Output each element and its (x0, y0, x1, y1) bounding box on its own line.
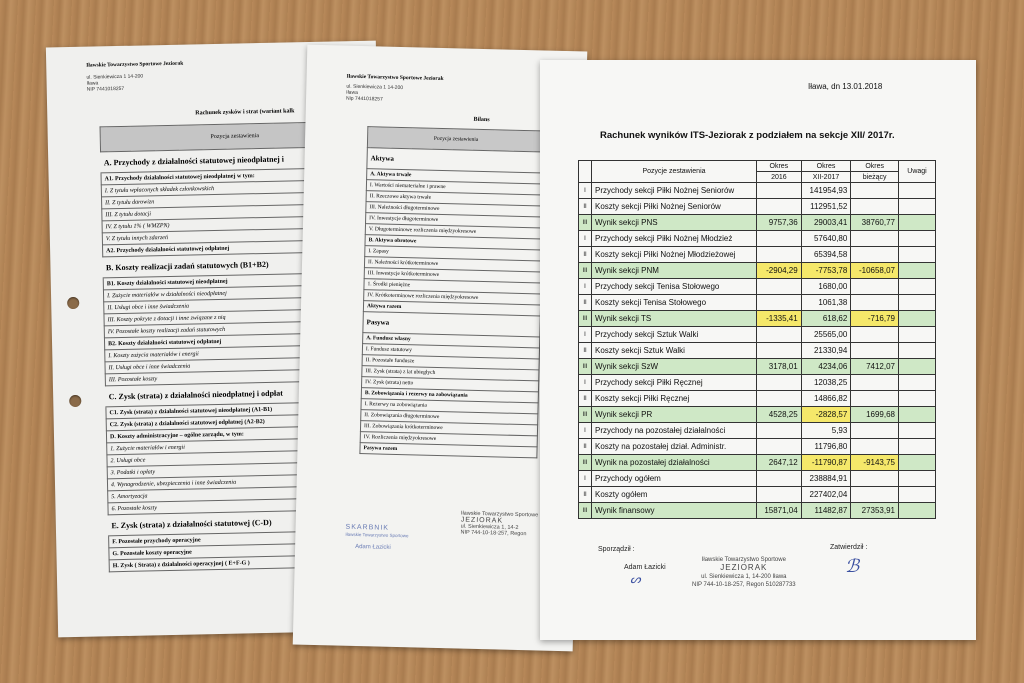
remarks-cell (899, 231, 936, 247)
row-number: I (579, 183, 592, 199)
row-label: IV. Rozliczenia międzyokresowe (360, 432, 537, 447)
value-xii-2017: 14866,82 (801, 391, 851, 407)
row-label: III. Zobowiązania krótkoterminowe (360, 421, 537, 436)
row-label: V. Długoterminowe rozliczenia międzyokresowe (365, 224, 542, 239)
row-label: Pasywa razem (360, 443, 537, 458)
col-header-period: 2016 (757, 172, 802, 183)
org-stamp: Iławskie Towarzystwo Sportowe JEZIORAK ul. Sienkiewicza 1, 14-2 NIP 744-10-18-257, Regon (460, 510, 539, 538)
remarks-cell (899, 407, 936, 423)
remarks-cell (899, 327, 936, 343)
balance-table (359, 126, 545, 458)
value-xii-2017: 21330,94 (801, 343, 851, 359)
row-label: Koszty na pozostałej dział. Administr. (592, 439, 757, 455)
org-address: ul. Sienkiewicza 1 14-200 Iława Nip 7441018257 (345, 83, 404, 103)
row-number: II (579, 343, 592, 359)
row-number: II (579, 487, 592, 503)
row-label: A1. Przychody działalności statutowej nieodpłatnej w tym: (101, 167, 370, 185)
col-header-okres: Okres (801, 161, 851, 172)
table-header: Pozycja zestawienia (367, 127, 544, 152)
row-label: 1. Środki pieniężne (364, 279, 541, 294)
row-label: III. Z tytułu dotacji (102, 203, 371, 221)
value-xii-2017: 238884,91 (801, 471, 851, 487)
table-row (579, 487, 936, 503)
row-number: III (579, 359, 592, 375)
table-row (579, 343, 936, 359)
table-row (579, 215, 936, 231)
row-label: III. Zysk (strata) z lat ubiegłych (362, 366, 539, 381)
table-row (579, 279, 936, 295)
row-label: Wynik sekcji PR (592, 407, 757, 423)
table-row (579, 311, 936, 327)
results-table (578, 160, 936, 519)
row-label: A2. Przychody działalności statutowej odpłatnej (103, 239, 372, 257)
row-label: Przychody ogółem (592, 471, 757, 487)
row-number: III (579, 215, 592, 231)
value-xii-2017: 4234,06 (801, 359, 851, 375)
prepared-name: Adam Łazicki (624, 564, 666, 571)
value-xii-2017: 5,93 (801, 423, 851, 439)
row-label: Przychody sekcji Sztuk Walki (592, 327, 757, 343)
row-label: Wynik sekcji SzW (592, 359, 757, 375)
sheet-title: Rachunek zysków i strat (wariant kalk (195, 108, 295, 117)
col-header-pos: Pozycje zestawienia (592, 161, 757, 183)
row-label: II. Usługi obce i inne świadczenia (104, 296, 373, 314)
remarks-cell (899, 487, 936, 503)
row-label: Wynik sekcji PNS (592, 215, 757, 231)
row-label: 3. Podatki i opłaty (107, 461, 376, 479)
value-current (851, 231, 899, 247)
row-number: III (579, 455, 592, 471)
value-2016 (757, 343, 802, 359)
value-xii-2017: -11790,87 (801, 455, 851, 471)
remarks-cell (899, 503, 936, 519)
value-2016 (757, 279, 802, 295)
row-label: IV. Inwestycje długoterminowe (366, 213, 543, 228)
row-number: III (579, 503, 592, 519)
row-label: H. Zysk ( Strata) z działalności operacyjnej ( E+F-G ) (109, 554, 378, 572)
row-label: IV. Pozostałe koszty realizacji zadań statutowych (104, 320, 373, 338)
table-header: Pozycja zestawienia (100, 121, 369, 152)
row-label: IV. Krótkoterminowe rozliczenia międzyokresowe (364, 290, 541, 305)
value-xii-2017: 141954,93 (801, 183, 851, 199)
row-label: III. Koszty pokryte z dotacji i inne związane z nią (104, 308, 373, 326)
treasurer-stamp-sub: Iławskie Towarzystwo Sportowe (345, 531, 409, 539)
row-label: I. Fundusz statutowy (362, 344, 539, 359)
org-name: Iławskie Towarzystwo Sportowe Jeziorak (86, 60, 184, 69)
row-label: IV. Zysk (strata) netto (362, 377, 539, 392)
remarks-cell (899, 199, 936, 215)
value-xii-2017: -2828,57 (801, 407, 851, 423)
row-label: C1. Zysk (strata) z działalności statutowej nieodpłatnej (A1-B1) (106, 401, 375, 419)
row-label: II. Należności krótkoterminowe (364, 257, 541, 272)
row-label: Przychody sekcji Piłki Ręcznej (592, 375, 757, 391)
value-current: 7412,07 (851, 359, 899, 375)
value-current (851, 487, 899, 503)
value-xii-2017: 1680,00 (801, 279, 851, 295)
document-date: Iława, dn 13.01.2018 (808, 82, 883, 91)
org-address: ul. Sienkiewicza 1 14-200 Iława NIP 7441018257 (86, 73, 144, 93)
remarks-cell (899, 375, 936, 391)
table-row (579, 199, 936, 215)
table-row (579, 247, 936, 263)
value-xii-2017: 29003,41 (801, 215, 851, 231)
row-label: III. Pozostałe koszty (105, 368, 374, 386)
row-label: I. Koszty zużycia materiałów i energii (105, 344, 374, 362)
row-label: II. Usługi obce i inne świadczenia (105, 356, 374, 374)
row-number: I (579, 471, 592, 487)
section-heading: A. Przychody z działalności statutowej nieodpłatnej i (101, 146, 370, 173)
sheet-title: Bilans (473, 116, 490, 124)
remarks-cell (899, 391, 936, 407)
remarks-cell (899, 247, 936, 263)
row-label: 2. Usługi obce (107, 449, 376, 467)
value-current: 27353,91 (851, 503, 899, 519)
table-row (579, 231, 936, 247)
value-xii-2017: 57640,80 (801, 231, 851, 247)
signature-mark: ᔕ (630, 572, 641, 586)
row-number: II (579, 391, 592, 407)
table-row (579, 407, 936, 423)
value-2016 (757, 423, 802, 439)
section-heading: E. Zysk (strata) z działalności statutowej (C-D) (108, 509, 377, 536)
remarks-cell (899, 455, 936, 471)
row-number: I (579, 279, 592, 295)
row-label: D. Koszty administracyjne – ogólne zarządu, w tym: (106, 425, 375, 443)
row-label: 1. Zużycie materiałów i energii (107, 437, 376, 455)
row-label: F. Pozostałe przychody operacyjne (109, 530, 378, 548)
value-2016 (757, 231, 802, 247)
table-row (579, 471, 936, 487)
row-label: 6. Pozostałe koszty (108, 497, 377, 515)
remarks-cell (899, 263, 936, 279)
row-label: II. Rzeczowe aktywa trwałe (366, 191, 543, 206)
col-header-period: XII-2017 (801, 172, 851, 183)
row-label: Koszty sekcji Piłki Ręcznej (592, 391, 757, 407)
row-label: Aktywa razem (363, 301, 540, 316)
row-label: II. Z tytułu darowizn (101, 191, 370, 209)
signature-name: Adam Łazicki (355, 543, 391, 551)
value-current: 38760,77 (851, 215, 899, 231)
signature-mark: ℬ (845, 556, 860, 576)
row-label: Wynik sekcji PNM (592, 263, 757, 279)
value-xii-2017: -7753,78 (801, 263, 851, 279)
row-label: Przychody na pozostałej działalności (592, 423, 757, 439)
col-header-okres: Okres (851, 161, 899, 172)
value-2016 (757, 439, 802, 455)
value-2016 (757, 391, 802, 407)
row-label: Koszty sekcji Piłki Nożnej Młodzieżowej (592, 247, 757, 263)
remarks-cell (899, 343, 936, 359)
row-label: II. Zobowiązania długoterminowe (361, 410, 538, 425)
value-current (851, 343, 899, 359)
value-xii-2017: 11482,87 (801, 503, 851, 519)
row-label: B1. Koszty działalności statutowej nieodpłatnej (103, 272, 372, 290)
value-current (851, 199, 899, 215)
row-number: I (579, 423, 592, 439)
row-label: I. Rezerwy na zobowiązania (361, 399, 538, 414)
value-xii-2017: 12038,25 (801, 375, 851, 391)
value-2016: 15871,04 (757, 503, 802, 519)
row-label: C2. Zysk (strata) z działalności statutowej odpłatnej (A2-B2) (106, 413, 375, 431)
section-heading: Aktywa (367, 148, 544, 173)
table-row (579, 183, 936, 199)
results-by-section-sheet (540, 60, 976, 640)
value-2016 (757, 471, 802, 487)
row-label: A. Aktywa trwałe (367, 169, 544, 184)
row-label: I. Zapasy (365, 246, 542, 261)
remarks-cell (899, 471, 936, 487)
value-current (851, 423, 899, 439)
section-heading: B. Koszty realizacji zadań statutowych (B1+B2) (103, 251, 372, 278)
value-2016 (757, 247, 802, 263)
value-current: 1699,68 (851, 407, 899, 423)
value-current (851, 375, 899, 391)
value-2016: -1335,41 (757, 311, 802, 327)
value-current: -716,79 (851, 311, 899, 327)
row-label: A. Fundusz własny (363, 333, 540, 348)
value-2016: 2647,12 (757, 455, 802, 471)
row-number: I (579, 231, 592, 247)
row-number: II (579, 439, 592, 455)
value-current (851, 279, 899, 295)
value-2016 (757, 295, 802, 311)
value-2016 (757, 327, 802, 343)
remarks-cell (899, 183, 936, 199)
value-2016 (757, 199, 802, 215)
value-current (851, 183, 899, 199)
row-label: I. Wartości niematerialne i prawne (366, 180, 543, 195)
col-header-uwagi: Uwagi (899, 161, 936, 183)
row-number: I (579, 375, 592, 391)
value-xii-2017: 11796,80 (801, 439, 851, 455)
table-row (579, 263, 936, 279)
row-label: 4. Wynagrodzenie, ubezpieczenia i inne świadczenia (107, 473, 376, 491)
section-heading: Pasywa (363, 312, 540, 337)
value-xii-2017: 25565,00 (801, 327, 851, 343)
row-label: I. Z tytułu wpłaconych składek członkowskich (101, 179, 370, 197)
table-row (579, 359, 936, 375)
row-label: B2. Koszty działalności statutowej odpłatnej (104, 332, 373, 350)
row-number: III (579, 407, 592, 423)
treasurer-stamp: SKARBNIK (345, 523, 390, 532)
row-label: Wynik finansowy (592, 503, 757, 519)
row-label: Wynik sekcji TS (592, 311, 757, 327)
punch-hole (67, 297, 79, 309)
value-xii-2017: 112951,52 (801, 199, 851, 215)
row-label: B. Zobowiązania i rezerwy na zobowiązania (361, 388, 538, 403)
remarks-cell (899, 295, 936, 311)
value-current (851, 247, 899, 263)
row-label: IV. Z tytułu 1% ( WMZPN) (102, 215, 371, 233)
row-label: Przychody sekcji Tenisa Stołowego (592, 279, 757, 295)
row-number: II (579, 295, 592, 311)
remarks-cell (899, 359, 936, 375)
row-number: I (579, 327, 592, 343)
row-label: III. Należności długoterminowe (366, 202, 543, 217)
row-label: Przychody sekcji Piłki Nożnej Młodzież (592, 231, 757, 247)
row-label: Koszty sekcji Piłki Nożnej Seniorów (592, 199, 757, 215)
row-number: II (579, 247, 592, 263)
row-label: II. Pozostałe fundusze (362, 355, 539, 370)
prepared-label: Sporządził : (598, 546, 635, 553)
table-row (579, 423, 936, 439)
value-2016: 4528,25 (757, 407, 802, 423)
value-2016 (757, 375, 802, 391)
row-label: Koszty sekcji Sztuk Walki (592, 343, 757, 359)
value-current (851, 327, 899, 343)
row-label: III. Inwestycje krótkoterminowe (364, 268, 541, 283)
remarks-cell (899, 215, 936, 231)
org-stamp: Iławskie Towarzystwo Sportowe JEZIORAK ul. Sienkiewicza 1, 14-200 Iława NIP 744-10-18-257, Regon 510287733 (692, 557, 796, 588)
row-label: Koszty sekcji Tenisa Stołowego (592, 295, 757, 311)
sheet-title: Rachunek wyników ITS-Jeziorak z podziałem na sekcje XII/ 2017r. (600, 130, 895, 141)
col-header-period: bieżący (851, 172, 899, 183)
value-xii-2017: 227402,04 (801, 487, 851, 503)
row-label: Przychody sekcji Piłki Nożnej Seniorów (592, 183, 757, 199)
punch-hole (69, 395, 81, 407)
org-name: Iławskie Towarzystwo Sportowe Jeziorak (346, 73, 444, 83)
value-2016: -2904,29 (757, 263, 802, 279)
row-number: II (579, 199, 592, 215)
table-row (579, 455, 936, 471)
table-row (579, 327, 936, 343)
value-xii-2017: 1061,38 (801, 295, 851, 311)
table-row (579, 295, 936, 311)
value-current (851, 295, 899, 311)
table-row (579, 375, 936, 391)
remarks-cell (899, 439, 936, 455)
remarks-cell (899, 279, 936, 295)
value-2016: 9757,36 (757, 215, 802, 231)
col-header-okres: Okres (757, 161, 802, 172)
remarks-cell (899, 311, 936, 327)
row-label: B. Aktywa obrotowe (365, 235, 542, 250)
value-xii-2017: 65394,58 (801, 247, 851, 263)
table-row (579, 503, 936, 519)
row-label: Wynik na pozostałej działalności (592, 455, 757, 471)
value-2016 (757, 487, 802, 503)
value-xii-2017: 618,62 (801, 311, 851, 327)
value-current: -9143,75 (851, 455, 899, 471)
value-current (851, 471, 899, 487)
row-label: Koszty ogółem (592, 487, 757, 503)
row-label: I. Zużycie materiałów w działalności nieodpłatnej (103, 284, 372, 302)
approved-label: Zatwierdził : (830, 544, 868, 551)
row-label: V. Z tytułu innych zdarzeń (102, 227, 371, 245)
value-current (851, 391, 899, 407)
table-row (579, 439, 936, 455)
value-current (851, 439, 899, 455)
section-heading: C. Zysk (strata) z działalności nieodpłatnej i odpłat (105, 380, 374, 407)
remarks-cell (899, 423, 936, 439)
value-2016 (757, 183, 802, 199)
row-number: III (579, 311, 592, 327)
value-current: -10658,07 (851, 263, 899, 279)
row-label: 5. Amortyzacja (108, 485, 377, 503)
table-row (579, 391, 936, 407)
value-2016: 3178,01 (757, 359, 802, 375)
row-label: G. Pozostałe koszty operacyjne (109, 542, 378, 560)
row-number: III (579, 263, 592, 279)
